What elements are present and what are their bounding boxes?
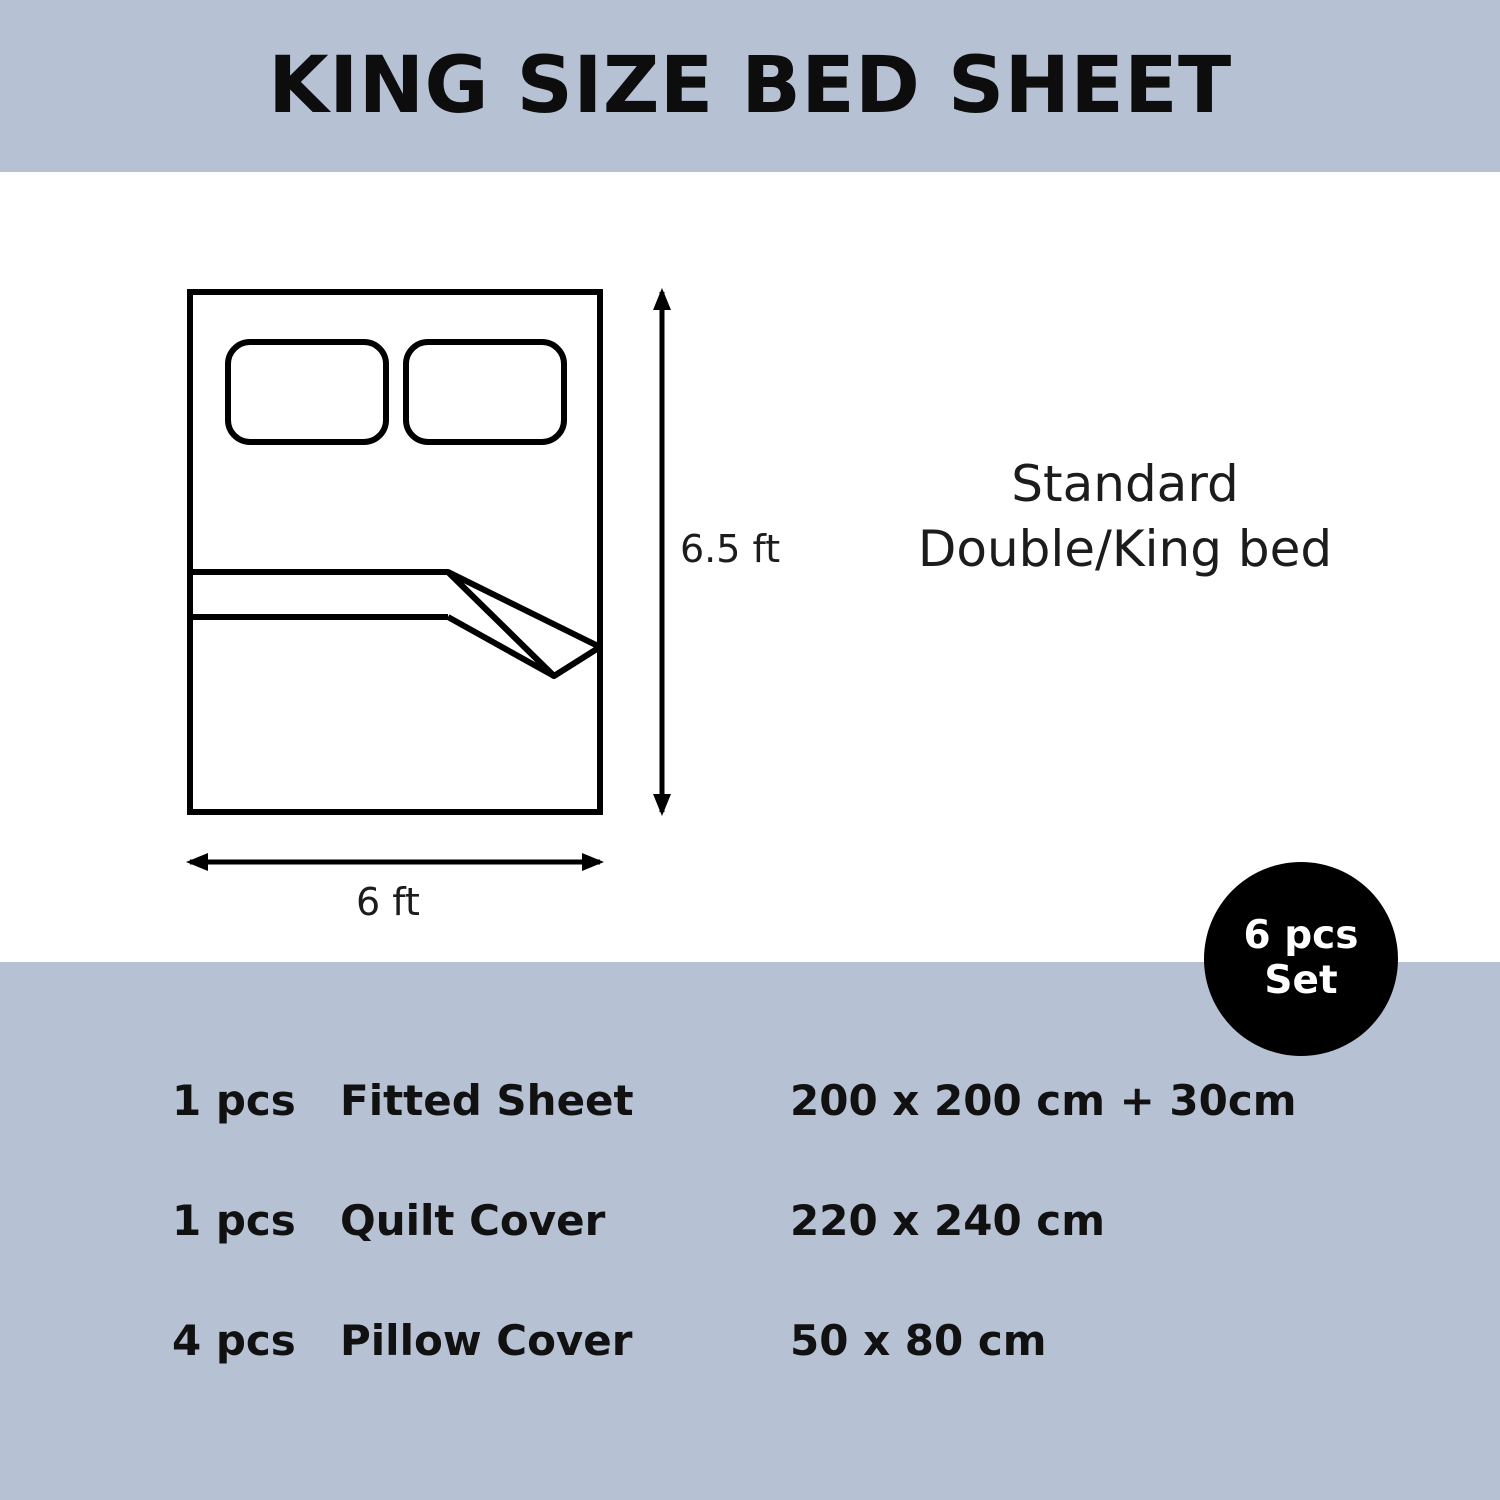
header-band: [0, 0, 1500, 172]
width-dimension-label: 6 ft: [356, 880, 420, 924]
row-size: 50 x 80 cm: [790, 1315, 1047, 1365]
caption-line-1: Standard: [1011, 455, 1239, 513]
set-count-badge: [1204, 862, 1398, 1056]
bed-top-view-icon: [150, 252, 810, 937]
row-item: Quilt Cover: [340, 1195, 606, 1245]
badge-line-2: Set: [1264, 958, 1338, 1003]
badge-line-1: 6 pcs: [1243, 913, 1359, 959]
table-row: [0, 1280, 1500, 1400]
height-dimension-label: 6.5 ft: [680, 527, 781, 571]
spec-table: [0, 1040, 1500, 1400]
page-title: KING SIZE BED SHEET: [268, 41, 1232, 131]
diagram-section: [0, 172, 1500, 962]
row-item: Fitted Sheet: [340, 1075, 634, 1125]
row-quantity: 1 pcs: [172, 1075, 296, 1125]
row-size: 200 x 200 cm + 30cm: [790, 1075, 1297, 1125]
bed-type-caption: [845, 452, 1405, 582]
row-size: 220 x 240 cm: [790, 1195, 1105, 1245]
table-row: [0, 1160, 1500, 1280]
table-row: [0, 1040, 1500, 1160]
caption-line-2: Double/King bed: [917, 520, 1333, 578]
row-quantity: 1 pcs: [172, 1195, 296, 1245]
row-item: Pillow Cover: [340, 1315, 633, 1365]
row-quantity: 4 pcs: [172, 1315, 296, 1365]
